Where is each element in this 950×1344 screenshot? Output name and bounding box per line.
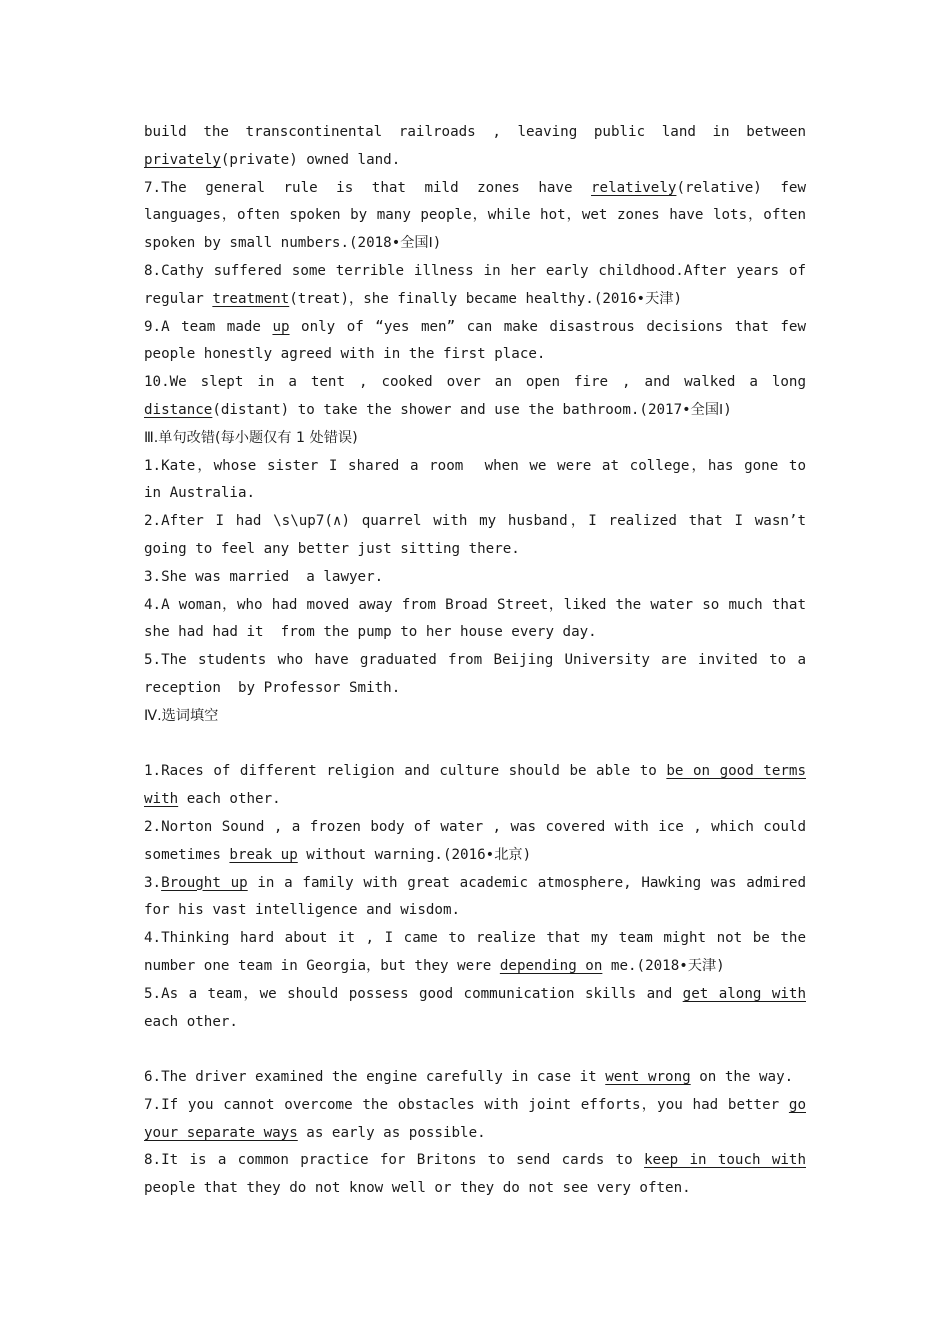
text-segment: each other. — [144, 1013, 238, 1030]
text-line — [144, 1092, 806, 1120]
text-line — [144, 1120, 806, 1148]
text-segment: Ⅲ.单句改错(每小题仅有 1 处错误) — [144, 429, 358, 446]
text-segment: 3.She was married a lawyer. — [144, 568, 384, 585]
text-line — [144, 258, 806, 286]
text-segment: 7.If you cannot overcome the obstacles with joint efforts，you had better — [144, 1096, 789, 1113]
answer-underlined: break up — [229, 846, 298, 863]
text-segment: going to feel any better just sitting there. — [144, 540, 520, 557]
blank-line — [144, 1036, 806, 1064]
text-line — [144, 119, 806, 147]
answer-underlined: up — [272, 318, 290, 335]
text-segment: sometimes — [144, 846, 230, 863]
text-segment: (treat)，she finally became healthy.(2016•天津) — [289, 290, 682, 307]
answer-underlined: distance — [144, 401, 213, 418]
text-segment: 5.The students who have graduated from Beijing University are invited to a — [144, 652, 806, 669]
text-segment: only of “yes men” can make disastrous decisions that few — [289, 318, 806, 335]
answer-underlined: went wrong — [605, 1069, 691, 1086]
answer-underlined: depending on — [499, 957, 603, 974]
text-segment: as early as possible. — [297, 1124, 486, 1141]
section-heading — [144, 703, 806, 731]
answer-underlined: privately — [144, 151, 221, 168]
text-line — [144, 619, 806, 647]
text-line — [144, 397, 806, 425]
text-segment: 2.After I had \s\up7(∧) quarrel with my husband，I realized that I wasn’t — [144, 513, 806, 530]
answer-underlined: keep in touch with — [644, 1152, 806, 1169]
text-segment: people honestly agreed with in the first place. — [144, 346, 546, 363]
text-segment: regular — [144, 290, 213, 307]
blank-line — [144, 731, 806, 759]
answer-underlined: your separate ways — [144, 1124, 298, 1141]
answer-underlined: get along with — [682, 985, 806, 1002]
text-line — [144, 814, 806, 842]
text-line — [144, 147, 806, 175]
text-line — [144, 175, 806, 203]
answer-underlined: relatively — [591, 179, 677, 196]
text-line — [144, 842, 806, 870]
text-line — [144, 592, 806, 620]
text-line — [144, 647, 806, 675]
text-segment: reception by Professor Smith. — [144, 679, 401, 696]
text-segment: Ⅳ.选词填空 — [144, 707, 219, 724]
text-line — [144, 1064, 806, 1092]
text-segment: spoken by small numbers.(2018•全国Ⅰ) — [144, 235, 442, 252]
text-line — [144, 953, 806, 981]
text-segment: (distant) to take the shower and use the bathroom.(2017•全国Ⅰ) — [212, 401, 732, 418]
answer-underlined: with — [144, 791, 179, 808]
text-line — [144, 1175, 806, 1203]
text-line — [144, 897, 806, 925]
text-line — [144, 508, 806, 536]
text-segment: people that they do not know well or they do not see very often. — [144, 1180, 691, 1197]
text-segment: for his vast intelligence and wisdom. — [144, 902, 461, 919]
text-line — [144, 564, 806, 592]
text-line — [144, 202, 806, 230]
text-segment: (relative) few — [676, 179, 806, 196]
answer-underlined: treatment — [212, 290, 290, 307]
text-segment: 4.A woman，who had moved away from Broad Street，liked the water so much that — [144, 596, 806, 613]
text-segment: 7.The general rule is that mild zones have — [144, 179, 592, 196]
text-segment: she had had it from the pump to her house every day. — [144, 624, 597, 641]
text-line — [144, 314, 806, 342]
text-line — [144, 536, 806, 564]
text-segment: 5.As a team，we should possess good communication skills and — [144, 985, 683, 1002]
text-segment: number one team in Georgia，but they were — [144, 957, 500, 974]
text-segment: 1.Races of different religion and culture should be able to — [144, 763, 667, 780]
text-line — [144, 341, 806, 369]
text-segment: 8.Cathy suffered some terrible illness in her early childhood.After years of — [144, 262, 806, 279]
text-segment: me.(2018•天津) — [602, 957, 725, 974]
text-segment: (private) owned land. — [220, 151, 401, 168]
text-segment: in Australia. — [144, 485, 256, 502]
text-line — [144, 758, 806, 786]
text-line — [144, 1147, 806, 1175]
text-segment: languages，often spoken by many people，while hot，wet zones have lots，often — [144, 207, 806, 224]
text-segment: 9.A team made — [144, 318, 273, 335]
text-line — [144, 1009, 806, 1037]
text-segment: on the way. — [690, 1069, 794, 1086]
text-line — [144, 230, 806, 258]
text-line — [144, 870, 806, 898]
section-heading — [144, 425, 806, 453]
text-line — [144, 369, 806, 397]
text-line — [144, 675, 806, 703]
text-segment: without warning.(2016•北京) — [297, 846, 532, 863]
text-segment: 6.The driver examined the engine carefully in case it — [144, 1069, 606, 1086]
text-segment: build the transcontinental railroads , leaving public land in between — [144, 124, 806, 140]
text-segment: 1.Kate，whose sister I shared a room when we were at college，has gone to — [144, 457, 806, 474]
text-segment: 10.We slept in a tent , cooked over an open fire , and walked a long — [144, 374, 806, 391]
text-line — [144, 286, 806, 314]
answer-underlined: be on good terms — [666, 763, 806, 780]
text-line — [144, 453, 806, 481]
text-segment: 4.Thinking hard about it , I came to realize that my team might not be the — [144, 930, 806, 947]
text-segment: 3. — [144, 874, 162, 891]
answer-underlined: Brought up — [161, 874, 248, 891]
text-line — [144, 480, 806, 508]
text-segment: 2.Norton Sound , a frozen body of water , was covered with ice , which could — [144, 818, 806, 835]
document-page — [144, 119, 806, 1203]
text-segment: 8.It is a common practice for Britons to send cards to — [144, 1152, 645, 1169]
text-line — [144, 786, 806, 814]
text-segment: in a family with great academic atmosphere, Hawking was admired — [247, 874, 806, 891]
text-line — [144, 925, 806, 953]
answer-underlined: go — [788, 1096, 806, 1113]
text-segment: each other. — [178, 791, 281, 808]
text-line — [144, 981, 806, 1009]
